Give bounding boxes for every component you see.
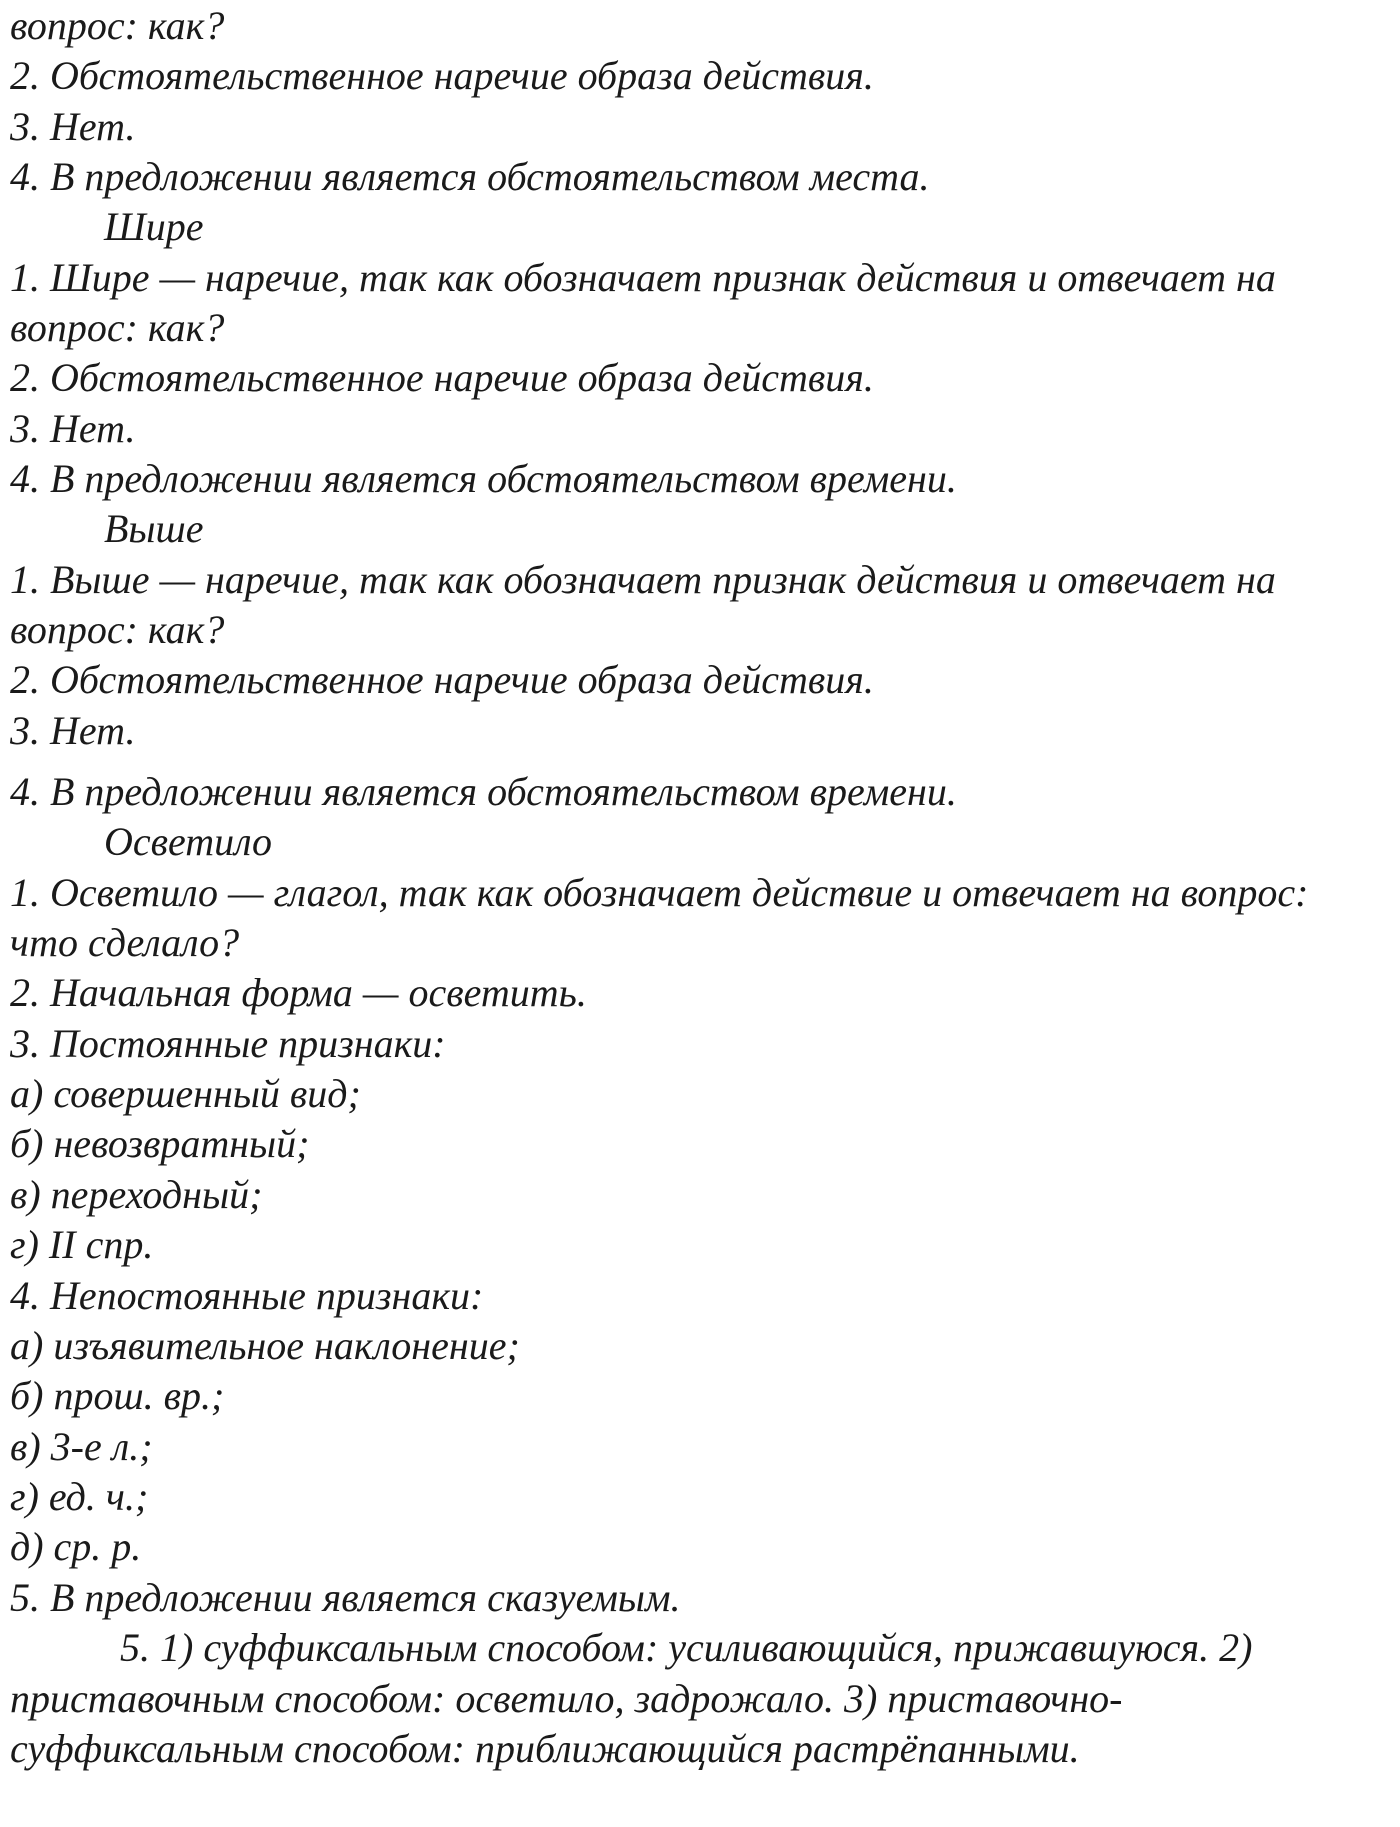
- text-line: вопрос: как?: [10, 607, 225, 652]
- text-line: г) II спр.: [10, 1222, 154, 1267]
- text-line: б) прош. вр.;: [10, 1373, 225, 1418]
- answer-line: 5. 1) суффиксальным способом: усиливающийся, прижавшуюся. 2): [120, 1625, 1253, 1670]
- text-line: вопрос: как?: [10, 3, 225, 48]
- text-line: 3. Нет.: [10, 708, 136, 753]
- word-heading: Шире: [104, 204, 204, 249]
- text-line: 2. Начальная форма — осветить.: [10, 970, 587, 1015]
- text-line: 1. Выше — наречие, так как обозначает признак действия и отвечает на: [10, 557, 1276, 602]
- text-line: что сделало?: [10, 920, 240, 965]
- text-line: 2. Обстоятельственное наречие образа действия.: [10, 53, 874, 98]
- text-line: 4. В предложении является обстоятельством времени.: [10, 456, 957, 501]
- text-line: вопрос: как?: [10, 305, 225, 350]
- text-line: 1. Осветило — глагол, так как обозначает действие и отвечает на вопрос:: [10, 870, 1309, 915]
- text-line: 1. Шире — наречие, так как обозначает признак действия и отвечает на: [10, 255, 1276, 300]
- text-line: 3. Нет.: [10, 104, 136, 149]
- text-line: 3. Постоянные признаки:: [10, 1021, 446, 1066]
- text-line: а) совершенный вид;: [10, 1071, 361, 1116]
- text-line: 3. Нет.: [10, 406, 136, 451]
- text-line: 5. В предложении является сказуемым.: [10, 1575, 681, 1620]
- text-line: б) невозвратный;: [10, 1121, 310, 1166]
- text-line: а) изъявительное наклонение;: [10, 1323, 520, 1368]
- text-line: 4. В предложении является обстоятельством места.: [10, 154, 930, 199]
- answer-line: суффиксальным способом: приближающийся растрёпанными.: [10, 1726, 1080, 1771]
- word-heading: Выше: [104, 506, 204, 551]
- text-line: в) переходный;: [10, 1172, 263, 1217]
- word-heading: Осветило: [104, 819, 273, 864]
- text-line: 4. Непостоянные признаки:: [10, 1273, 484, 1318]
- text-line: 2. Обстоятельственное наречие образа действия.: [10, 657, 874, 702]
- answer-line: приставочным способом: осветило, задрожало. 3) приставочно-: [10, 1676, 1123, 1721]
- text-line: в) 3-е л.;: [10, 1424, 153, 1469]
- text-line: д) ср. р.: [10, 1524, 142, 1569]
- text-line: г) ед. ч.;: [10, 1474, 149, 1519]
- text-line: 4. В предложении является обстоятельством времени.: [10, 769, 957, 814]
- text-line: 2. Обстоятельственное наречие образа действия.: [10, 355, 874, 400]
